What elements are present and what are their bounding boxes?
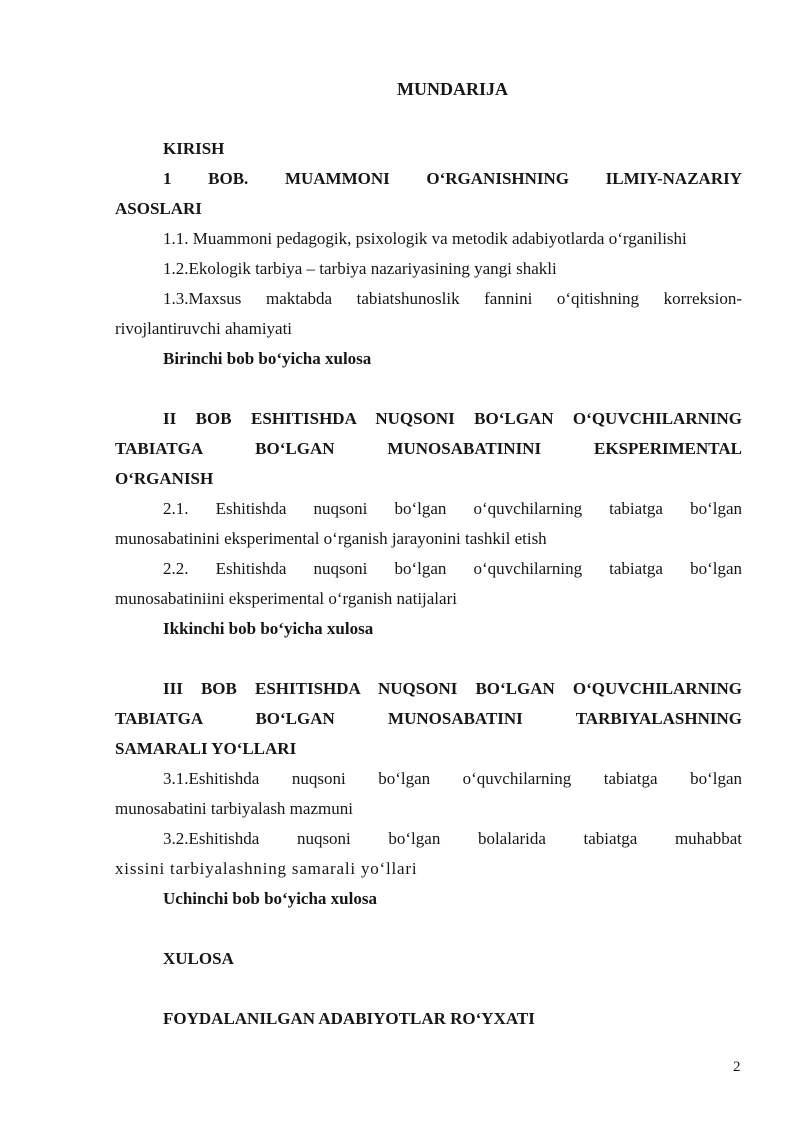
chapter3-heading-line1: III BOB ESHITISHDA NUQSONI BOʻLGAN OʻQUVCHILARNING: [163, 679, 742, 698]
chapter1-heading-line1: 1 BOB. MUAMMONI OʻRGANISHNING ILMIY-NAZARIY: [163, 169, 742, 188]
chapter3-heading-line2: TABIATGA BOʻLGAN MUNOSABATINI TARBIYALASHNING: [115, 709, 742, 728]
toc-entry-1-3-line2: rivojlantiruvchi ahamiyati: [115, 319, 293, 338]
toc-entry-2-2-line1: 2.2. Eshitishda nuqsoni boʻlgan oʻquvchilarning tabiatga boʻlgan: [163, 559, 742, 578]
chapter2-heading-line1: II BOB ESHITISHDA NUQSONI BOʻLGAN OʻQUVCHILARNING: [163, 409, 742, 428]
toc-entry-2-1-line2: munosabatinini eksperimental oʻrganish jarayonini tashkil etish: [115, 529, 547, 548]
toc-entry-kirish: KIRISH: [163, 139, 225, 158]
blank-line: [115, 374, 742, 404]
blank-line: [115, 104, 742, 134]
chapter1-heading-line2: ASOSLARI: [115, 199, 202, 218]
toc-entry-2-2-line2: munosabatiniini eksperimental oʻrganish natijalari: [115, 589, 457, 608]
toc-entry-3-1-line2: munosabatini tarbiyalash mazmuni: [115, 799, 353, 818]
toc-entry-references: FOYDALANILGAN ADABIYOTLAR ROʻYXATI: [163, 1009, 535, 1028]
toc-entry-3-1-line1: 3.1.Eshitishda nuqsoni boʻlgan oʻquvchilarning tabiatga boʻlgan: [163, 769, 742, 788]
toc-entry-xulosa: XULOSA: [163, 949, 234, 968]
chapter2-summary: Ikkinchi bob boʻyicha xulosa: [163, 619, 374, 638]
toc-entry-1-3-line1: 1.3.Maxsus maktabda tabiatshunoslik fannini oʻqitishning korreksion-: [163, 289, 742, 308]
chapter2-heading-line3: OʻRGANISH: [115, 469, 214, 488]
toc-entry-1-1: 1.1. Muammoni pedagogik, psixologik va metodik adabiyotlarda oʻrganilishi: [163, 229, 687, 248]
toc-entry-1-2: 1.2.Ekologik tarbiya – tarbiya nazariyasining yangi shakli: [163, 259, 557, 278]
page-number: 2: [733, 1059, 741, 1075]
chapter2-heading-line2: TABIATGA BOʻLGAN MUNOSABATININI EKSPERIMENTAL: [115, 439, 742, 458]
chapter1-summary: Birinchi bob boʻyicha xulosa: [163, 349, 372, 368]
blank-line: [115, 974, 742, 1004]
toc-content: [115, 74, 742, 1034]
toc-entry-2-1-line1: 2.1. Eshitishda nuqsoni boʻlgan oʻquvchilarning tabiatga boʻlgan: [163, 499, 742, 518]
blank-line: [115, 644, 742, 674]
chapter3-heading-line3: SAMARALI YOʻLLARI: [115, 739, 297, 758]
chapter3-summary: Uchinchi bob boʻyicha xulosa: [163, 889, 377, 908]
toc-entry-3-2-line2: xissini tarbiyalashning samarali yoʻllari: [115, 859, 418, 878]
blank-line: [115, 914, 742, 944]
page-title: MUNDARIJA: [397, 79, 508, 99]
toc-entry-3-2-line1: 3.2.Eshitishda nuqsoni boʻlgan bolalarida tabiatga muhabbat: [163, 829, 742, 848]
